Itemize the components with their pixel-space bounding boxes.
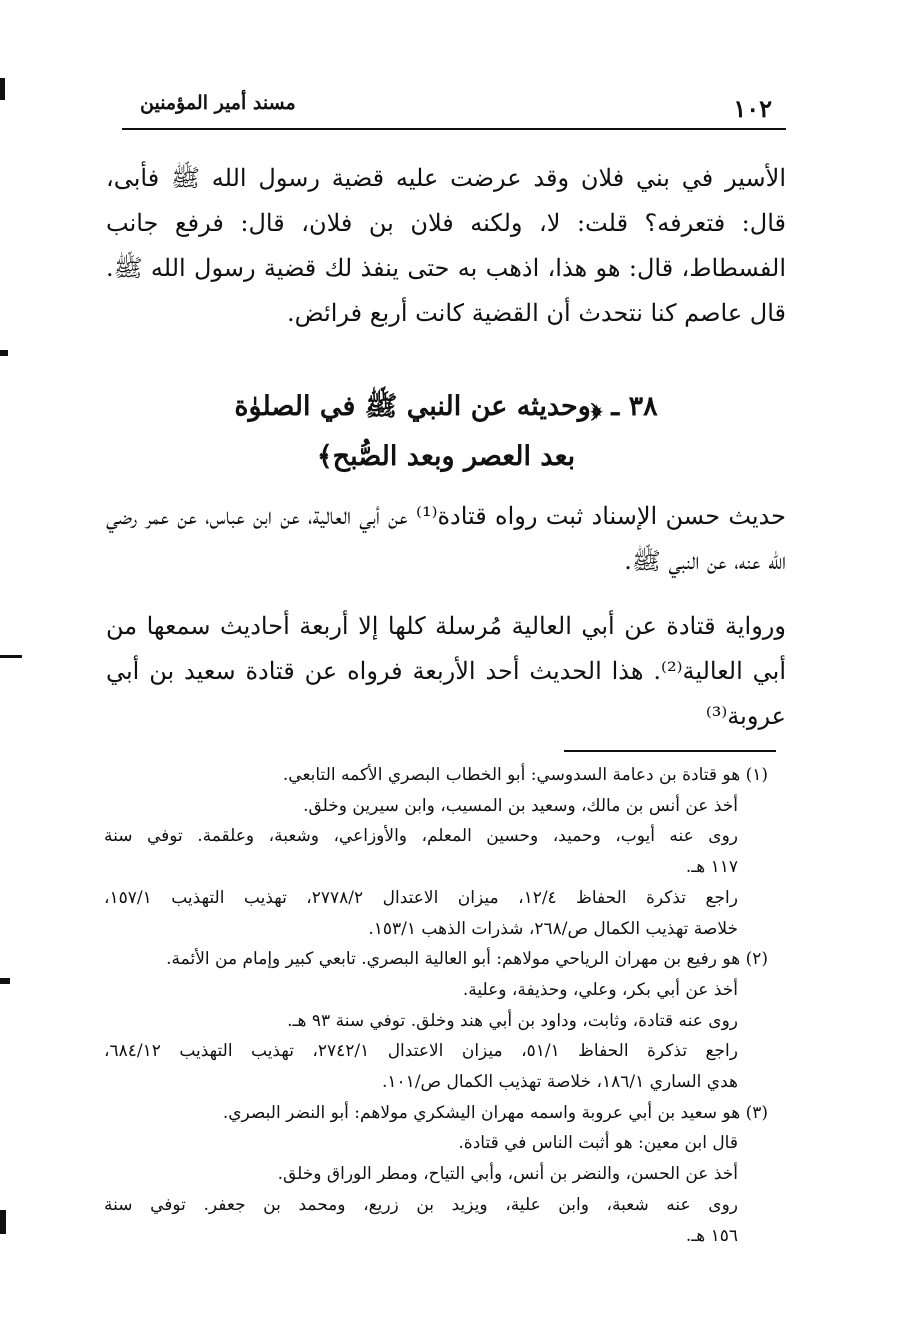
running-title: مسند أمير المؤمنين bbox=[140, 92, 296, 114]
footnote-2-line: هدي الساري ١٨٦/١، خلاصة تهذيب الكمال ص/١٠١. bbox=[382, 1072, 738, 1093]
footnote-separator bbox=[564, 750, 776, 752]
footnote-3-line: أخذ عن الحسن، والنضر بن أنس، وأبي التياح، ومطر الوراق وخلق. bbox=[277, 1164, 738, 1185]
section-heading bbox=[106, 382, 786, 482]
body-paragraph-2: حديث حسن الإسناد ثبت رواه قتادة⁽¹⁾ عن أبي العالية، عن ابن عباس، عن عمر رضي الله عنه، عن النبي ﷺ. bbox=[106, 502, 786, 575]
section-heading-line-1: ٣٨ ـ ﴿وحديثه عن النبي ﷺ في الصلوٰة bbox=[234, 391, 658, 422]
scan-edge-mark bbox=[0, 655, 22, 658]
footnote-1-line: روى عنه أيوب، وحميد، وحسين المعلم، والأوزاعي، وشعبة، وعلقمة. توفي سنة bbox=[104, 826, 738, 847]
footnote-1-line: أخذ عن أنس بن مالك، وسعيد بن المسيب، وابن سيرين وخلق. bbox=[303, 795, 738, 816]
scan-edge-mark bbox=[0, 1210, 6, 1234]
body-paragraph-3: ورواية قتادة عن أبي العالية مُرسلة كلها إلا أربعة أحاديث سمعها من أبي العالية⁽²⁾. هذا الحديث أحد الأربعة فرواه عن قتادة سعيد بن أبي عروبة⁽³⁾ bbox=[106, 612, 786, 730]
footnote-2-line: أخذ عن أبي بكر، وعلي، وحذيفة، وعلية. bbox=[462, 979, 738, 1000]
footnote-2-line: راجع تذكرة الحفاظ ٥١/١، ميزان الاعتدال ٢٧٤٢/١، تهذيب التهذيب ٦٨٤/١٢، bbox=[104, 1041, 738, 1062]
footnote-3-line: قال ابن معين: هو أثبت الناس في قتادة. bbox=[458, 1133, 738, 1154]
footnote-3-line: (٣) هو سعيد بن أبي عروبة واسمه مهران اليشكري مولاهم: أبو النضر البصري. bbox=[222, 1102, 768, 1123]
body-paragraph-1: الأسير في بني فلان وقد عرضت عليه قضية رسول الله ﷺ فأبى، قال: فتعرفه؟ قلت: لا، ولكنه فلان بن فلان، قال: فرفع جانب الفسطاط، قال: هو هذا، اذهب به حتى ينفذ لك قضية رسول الله ﷺ. قال عاصم كنا نتحدث أن القضية كانت أربع فرائض. bbox=[106, 164, 786, 327]
header-rule bbox=[122, 128, 786, 130]
scan-edge-mark bbox=[0, 78, 5, 100]
page-header bbox=[122, 86, 786, 130]
footnotes bbox=[104, 760, 768, 1251]
footnote-3-line: روى عنه شعبة، وابن علية، ويزيد بن زريع، ومحمد بن جعفر. توفي سنة bbox=[104, 1194, 738, 1215]
footnote-1-line: ١١٧ هـ. bbox=[685, 857, 738, 878]
footnote-1-line: (١) هو قتادة بن دعامة السدوسي: أبو الخطاب البصري الأكمه التابعي. bbox=[282, 765, 768, 785]
footnote-3-line: ١٥٦ هـ. bbox=[685, 1225, 738, 1246]
footnote-1-line: خلاصة تهذيب الكمال ص/٢٦٨، شذرات الذهب ١٥٣/١. bbox=[368, 918, 738, 939]
footnote-1-line: راجع تذكرة الحفاظ ١٢/٤، ميزان الاعتدال ٢٧٧٨/٢، تهذيب التهذيب ١٥٧/١، bbox=[104, 887, 738, 908]
footnote-2-line: (٢) هو رفيع بن مهران الرياحي مولاهم: أبو العالية البصري. تابعي كبير وإمام من الأئمة. bbox=[166, 949, 768, 970]
scan-edge-mark bbox=[0, 350, 8, 356]
scan-edge-mark bbox=[0, 978, 10, 984]
page-number: ١٠٢ bbox=[733, 94, 772, 123]
section-heading-line-2: بعد العصر وبعد الصُّبح﴾ bbox=[316, 441, 576, 472]
footnote-2-line: روى عنه قتادة، وثابت، وداود بن أبي هند وخلق. توفي سنة ٩٣ هـ. bbox=[287, 1010, 738, 1031]
